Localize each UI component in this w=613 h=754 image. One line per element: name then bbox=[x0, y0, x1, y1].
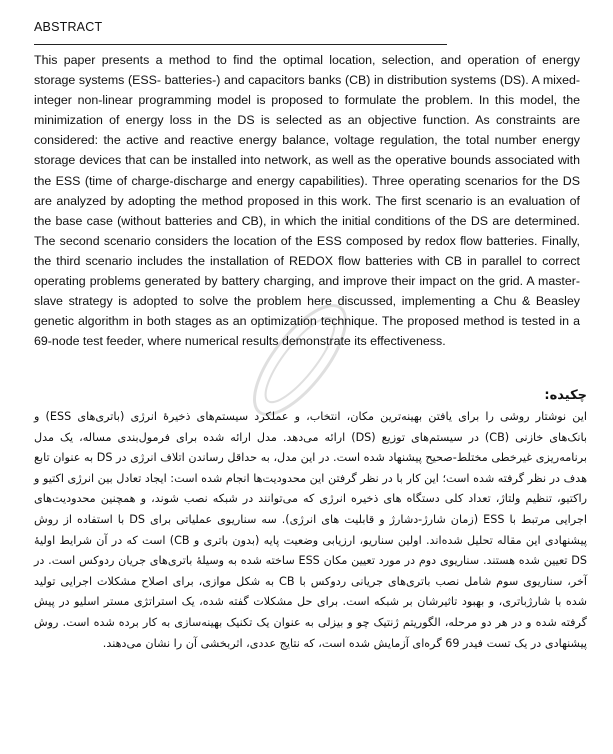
abstract-heading: ABSTRACT bbox=[34, 20, 103, 34]
persian-abstract-text: این نوشتار روشی را برای یافتن بهینه‌ترین مکان، انتخاب، و عملکرد سیستم‌های ذخیرهٔ انرژی (باتری‌های ESS) و بانک‌های خازنی (CB) در سیستم‌های توزیع (DS) ارائه می‌دهد. مدل ارائه شده برای فرمول‌بندی مساله، یک مدل برنامه‌ریزی غیرخطی مختلط-صحیح پیشنهاد شده است. در این مدل، به حداقل رساندن اتلاف انرژی در DS به عنوان تابع هدف در نظر گرفته شده است؛ این کار با در نظر گرفتن این محدودیت‌ها انجام شده است: ایجاد تعادل بین انرژی اکتیو و راکتیو، تنظیم ولتاژ، تعداد کلی دستگاه های ذخیره انرژی که می‌توانند در شبکه نصب شوند، و همچنین محدودیت‌های اجرایی مرتبط با ESS (زمان شارژ-دشارژ و قابلیت های انرژی). سه سناریوی عملیاتی برای DS با استفاده از روش پیشنهادی این مقاله تحلیل شده‌اند. اولین سناریو، ارزیابی وضعیت پایه (بدون باتری و CB) است که در آن شرایط اولیهٔ DS تعیین شده هستند. سناریوی دوم در مورد تعیین مکان ESS ساخته شده به وسیلهٔ باتری‌های جریان ردوکس است. در آخر، سناریوی سوم شامل نصب باتری‌های جریانی ردوکس با CB به شکل موازی، برای اصلاح مشکلات اجرایی تولید شده با شارژباتری، و بهبود تاثیرشان بر شبکه است. برای حل مشکلات گفته شده، یک استراتژی مستر اسلیو در پیش گرفته شده و در هر دو مرحله، الگوریتم ژنتیک چو و بیزلی به عنوان یک تکنیک بهینه‌سازی به کار برده شده است. روش پیشنهادی در یک تست فیدر 69 گره‌ای آزمایش شده است، که نتایج عددی، اثربخشی آن را نشان می‌دهند. bbox=[34, 410, 588, 650]
english-abstract-text: This paper presents a method to find the optimal location, selection, and operation of energy storage systems (ESS- batteries-) and capacitors banks (CB) in distribution systems (DS). A mixed-integer non-linear programming model is proposed to formulate the problem. In this model, the minimization of energy loss in the DS is selected as an objective function. As constraints are considered: the active and reactive energy balance, voltage regulation, the total number energy storage devices that can be installed into network, as well as the operative bounds associated with the ESS (time of charge-discharge and energy capabilities). Three operating scenarios for the DS are analyzed by adopting the method proposed in this work. The first scenario is an evaluation of the base case (without batteries and CB), in which the initial conditions of the DS are determined. The second scenario considers the location of the ESS composed by redox flow batteries. Finally, the third scenario includes the installation of REDOX flow batteries with CB in parallel to correct operating problems generated by battery charging, and improve their impact on the grid. A master-slave strategy is adopted to solve the problem here discussed, implementing a Chu & Beasley genetic algorithm in both stages as an optimization technique. The proposed method is tested in a 69-node test feeder, where numerical results demonstrate its effectiveness. bbox=[34, 53, 580, 349]
persian-abstract-heading: چکیده: bbox=[544, 388, 587, 403]
heading-divider bbox=[34, 44, 447, 45]
